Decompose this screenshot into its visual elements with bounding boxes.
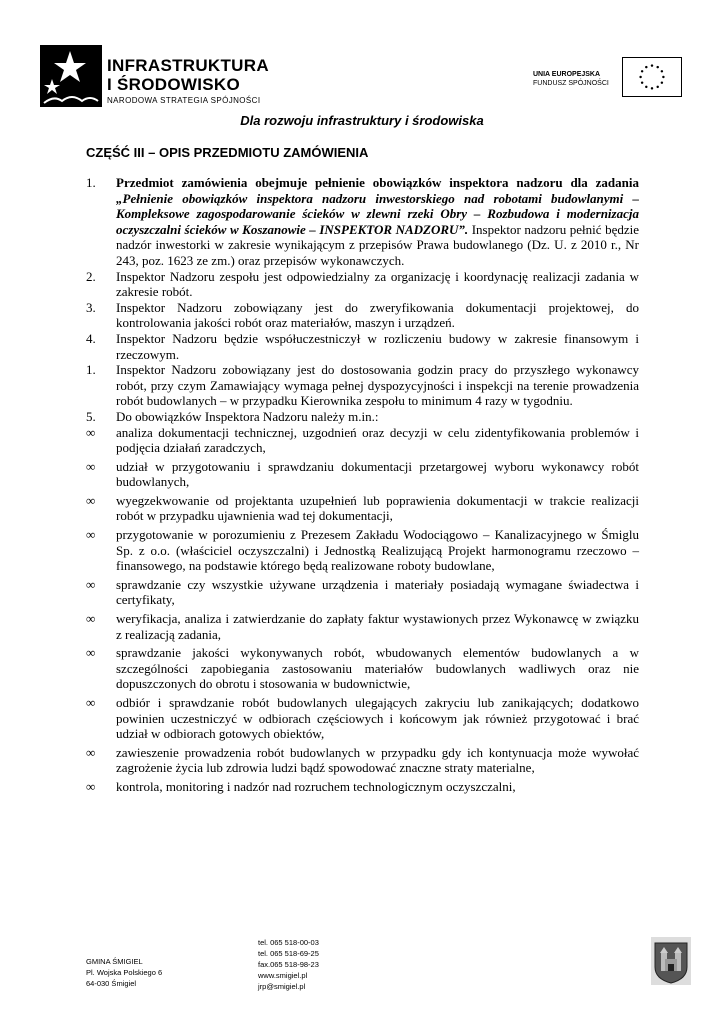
- footer-www: www.smigiel.pl: [258, 971, 308, 980]
- page-header: [0, 0, 724, 128]
- duty-text: przygotowanie w porozumieniu z Prezesem Zakładu Wodociągowo – Kanalizacyjnego w Śmiglu Sp. z o.o. (właściciel oczyszczalni) i Jednostką Realizującą Projekt harmonogramu rzeczowo – finansowego, na podstawie którego będą realizowane roboty budowlane,: [116, 527, 639, 574]
- duty-text: sprawdzanie jakości wykonywanych robót, wbudowanych elementów budowlanych a w szczególności zapobiegania zastosowaniu materiałów budowlanych wadliwych oraz nie dopuszczonych do obrotu i stosowania w budownictwie,: [116, 645, 639, 692]
- section-title: CZĘŚĆ III – OPIS PRZEDMIOTU ZAMÓWIENIA: [86, 145, 369, 160]
- duty-item: [86, 577, 639, 608]
- duty-item: [86, 645, 639, 692]
- infinity-bullet-icon: ∞: [86, 744, 96, 760]
- duty-item: [86, 527, 639, 574]
- duty-text: udział w przygotowaniu i sprawdzaniu dokumentacji przetargowej wyboru wykonawcy robót budowlanych,: [116, 458, 639, 490]
- main-list: [86, 175, 639, 425]
- list-number: 1.: [86, 175, 96, 190]
- list-item: [86, 300, 639, 331]
- duty-text: zawieszenie prowadzenia robót budowlanych w przypadku gdy ich kontynuacja może wywołać zagrożenie życia lub zdrowia ludzi bądź spowodować znaczne straty materialne,: [116, 744, 639, 776]
- logo-subtitle: NARODOWA STRATEGIA SPÓJNOŚCI: [107, 96, 261, 105]
- list-item: [86, 175, 639, 269]
- item-text: Inspektor Nadzoru zobowiązany jest do zweryfikowania dokumentacji projektowej, do kontrolowania jakości robót oraz materiałów, maszyn i urządzeń.: [116, 299, 639, 331]
- footer-street: Pl. Wojska Polskiego 6: [86, 968, 163, 977]
- duty-item: [86, 695, 639, 742]
- duty-text: weryfikacja, analiza i zatwierdzanie do zapłaty faktur wystawionych przez Wykonawcę w związku z realizacją zadania,: [116, 611, 639, 642]
- footer-tel1: tel. 065 518-00-03: [258, 938, 319, 947]
- infinity-bullet-icon: ∞: [86, 695, 96, 710]
- duties-list: [86, 425, 639, 795]
- duty-text: analiza dokumentacji technicznej, uzgodnień oraz decyzji w celu zidentyfikowania problemów i podjęcia działań zaradczych,: [116, 424, 639, 456]
- infinity-bullet-icon: ∞: [86, 778, 96, 794]
- document-body: [86, 175, 639, 798]
- infinity-bullet-icon: ∞: [86, 611, 96, 627]
- infinity-bullet-icon: ∞: [86, 424, 96, 440]
- list-number: 5.: [86, 408, 96, 424]
- list-item: [86, 409, 639, 425]
- duty-text: kontrola, monitoring i nadzór nad rozruchem technologicznym oczyszczalni,: [116, 778, 516, 794]
- footer-org-name: GMINA ŚMIGIEL: [86, 957, 143, 966]
- duty-item: [86, 493, 639, 524]
- list-number: 3.: [86, 299, 96, 315]
- infinity-bullet-icon: ∞: [86, 576, 96, 592]
- infinity-bullet-icon: ∞: [86, 492, 96, 508]
- footer-city: 64-030 Śmigiel: [86, 979, 137, 988]
- eu-label: UNIA EUROPEJSKA: [533, 71, 601, 78]
- duty-item: [86, 779, 639, 795]
- item-text: Inspektor Nadzoru będzie współuczestniczył w rozliczeniu budowy w zakresie finansowym i rzeczowym.: [116, 330, 639, 362]
- list-number: 4.: [86, 330, 96, 346]
- footer-email: jrp@smigiel.pl: [258, 982, 306, 991]
- footer-tel2: tel. 065 518-69-25: [258, 949, 319, 958]
- list-number: 2.: [86, 268, 96, 284]
- infinity-bullet-icon: ∞: [86, 458, 96, 474]
- footer-contact: [258, 937, 319, 992]
- page-footer: [0, 930, 724, 1024]
- infrastruktura-logo-icon: [40, 45, 102, 107]
- item-text: Inspektor Nadzoru zespołu jest odpowiedzialny za organizację i koordynację realizacji zadania w zakresie robót.: [116, 268, 639, 300]
- list-number: 1.: [86, 362, 96, 378]
- coat-of-arms-icon: [651, 937, 691, 985]
- item-text: Inspektor Nadzoru zobowiązany jest do dostosowania godzin pracy do przyszłego wykonawcy robót, przy czym Zamawiający wymaga pełnej dyspozycyjności i inspekcji na terenie prowadzenia robót budowlanych – w przypadku Kierownika zespołu to minimum 4 razy w tygodniu.: [116, 362, 639, 409]
- duty-item: [86, 459, 639, 490]
- duty-text: odbiór i sprawdzanie robót budowlanych ulegających zakryciu lub zanikających; dodatkowo powinien uczestniczyć w odbiorach częściowych i końcowym jak również przygotować i brać udział w odbiorach gotowych obiektów,: [116, 695, 639, 742]
- list-item: [86, 331, 639, 362]
- list-item: [86, 269, 639, 300]
- duty-text: wyegzekwowanie od projektanta uzupełnień lub poprawienia dokumentacji w trakcie realizacji robót w przypadku ujawnienia wad tej dokumentacji,: [116, 492, 639, 524]
- infinity-bullet-icon: ∞: [86, 527, 96, 543]
- footer-fax: fax.065 518-98-23: [258, 960, 319, 969]
- infinity-bullet-icon: ∞: [86, 645, 96, 661]
- list-item: [86, 362, 639, 409]
- item-task-name: „Pełnienie obowiązków inspektora nadzoru inwestorskiego nad robotami budowlanymi – Kompleksowe zagospodarowanie ścieków w zlewni rzeki Obry – Rozbudowa i modernizacja oczyszczalni ścieków w Koszanowie – INSPEKTOR NADZORU”.: [116, 190, 639, 237]
- duty-item: [86, 745, 639, 776]
- duty-item: [86, 611, 639, 642]
- item-bold-text: Przedmiot zamówienia obejmuje pełnienie obowiązków inspektora nadzoru dla zadania: [116, 175, 639, 190]
- item-text: Do obowiązków Inspektora Nadzoru należy m.in.:: [116, 408, 379, 424]
- duty-text: sprawdzanie czy wszystkie używane urządzenia i materiały posiadają wymagane świadectwa i certyfikaty,: [116, 576, 639, 608]
- item-text: Inspektor nadzoru pełnić będzie nadzór inwestorki w zakresie wynikającym z przepisów Prawa budowlanego (Dz. U. z 2010 r., Nr 243, poz. 1623 ze zm.) oraz przepisów wykonawczych.: [116, 221, 640, 268]
- logo-title-line1: INFRASTRUKTURA: [107, 56, 269, 75]
- tagline: Dla rozwoju infrastruktury i środowiska: [240, 113, 484, 128]
- footer-address: [86, 956, 162, 989]
- eu-fund-label: FUNDUSZ SPÓJNOŚCI: [533, 80, 609, 87]
- eu-flag-icon: [622, 57, 682, 97]
- logo-title-line2: I ŚRODOWISKO: [107, 75, 240, 94]
- duty-item: [86, 425, 639, 456]
